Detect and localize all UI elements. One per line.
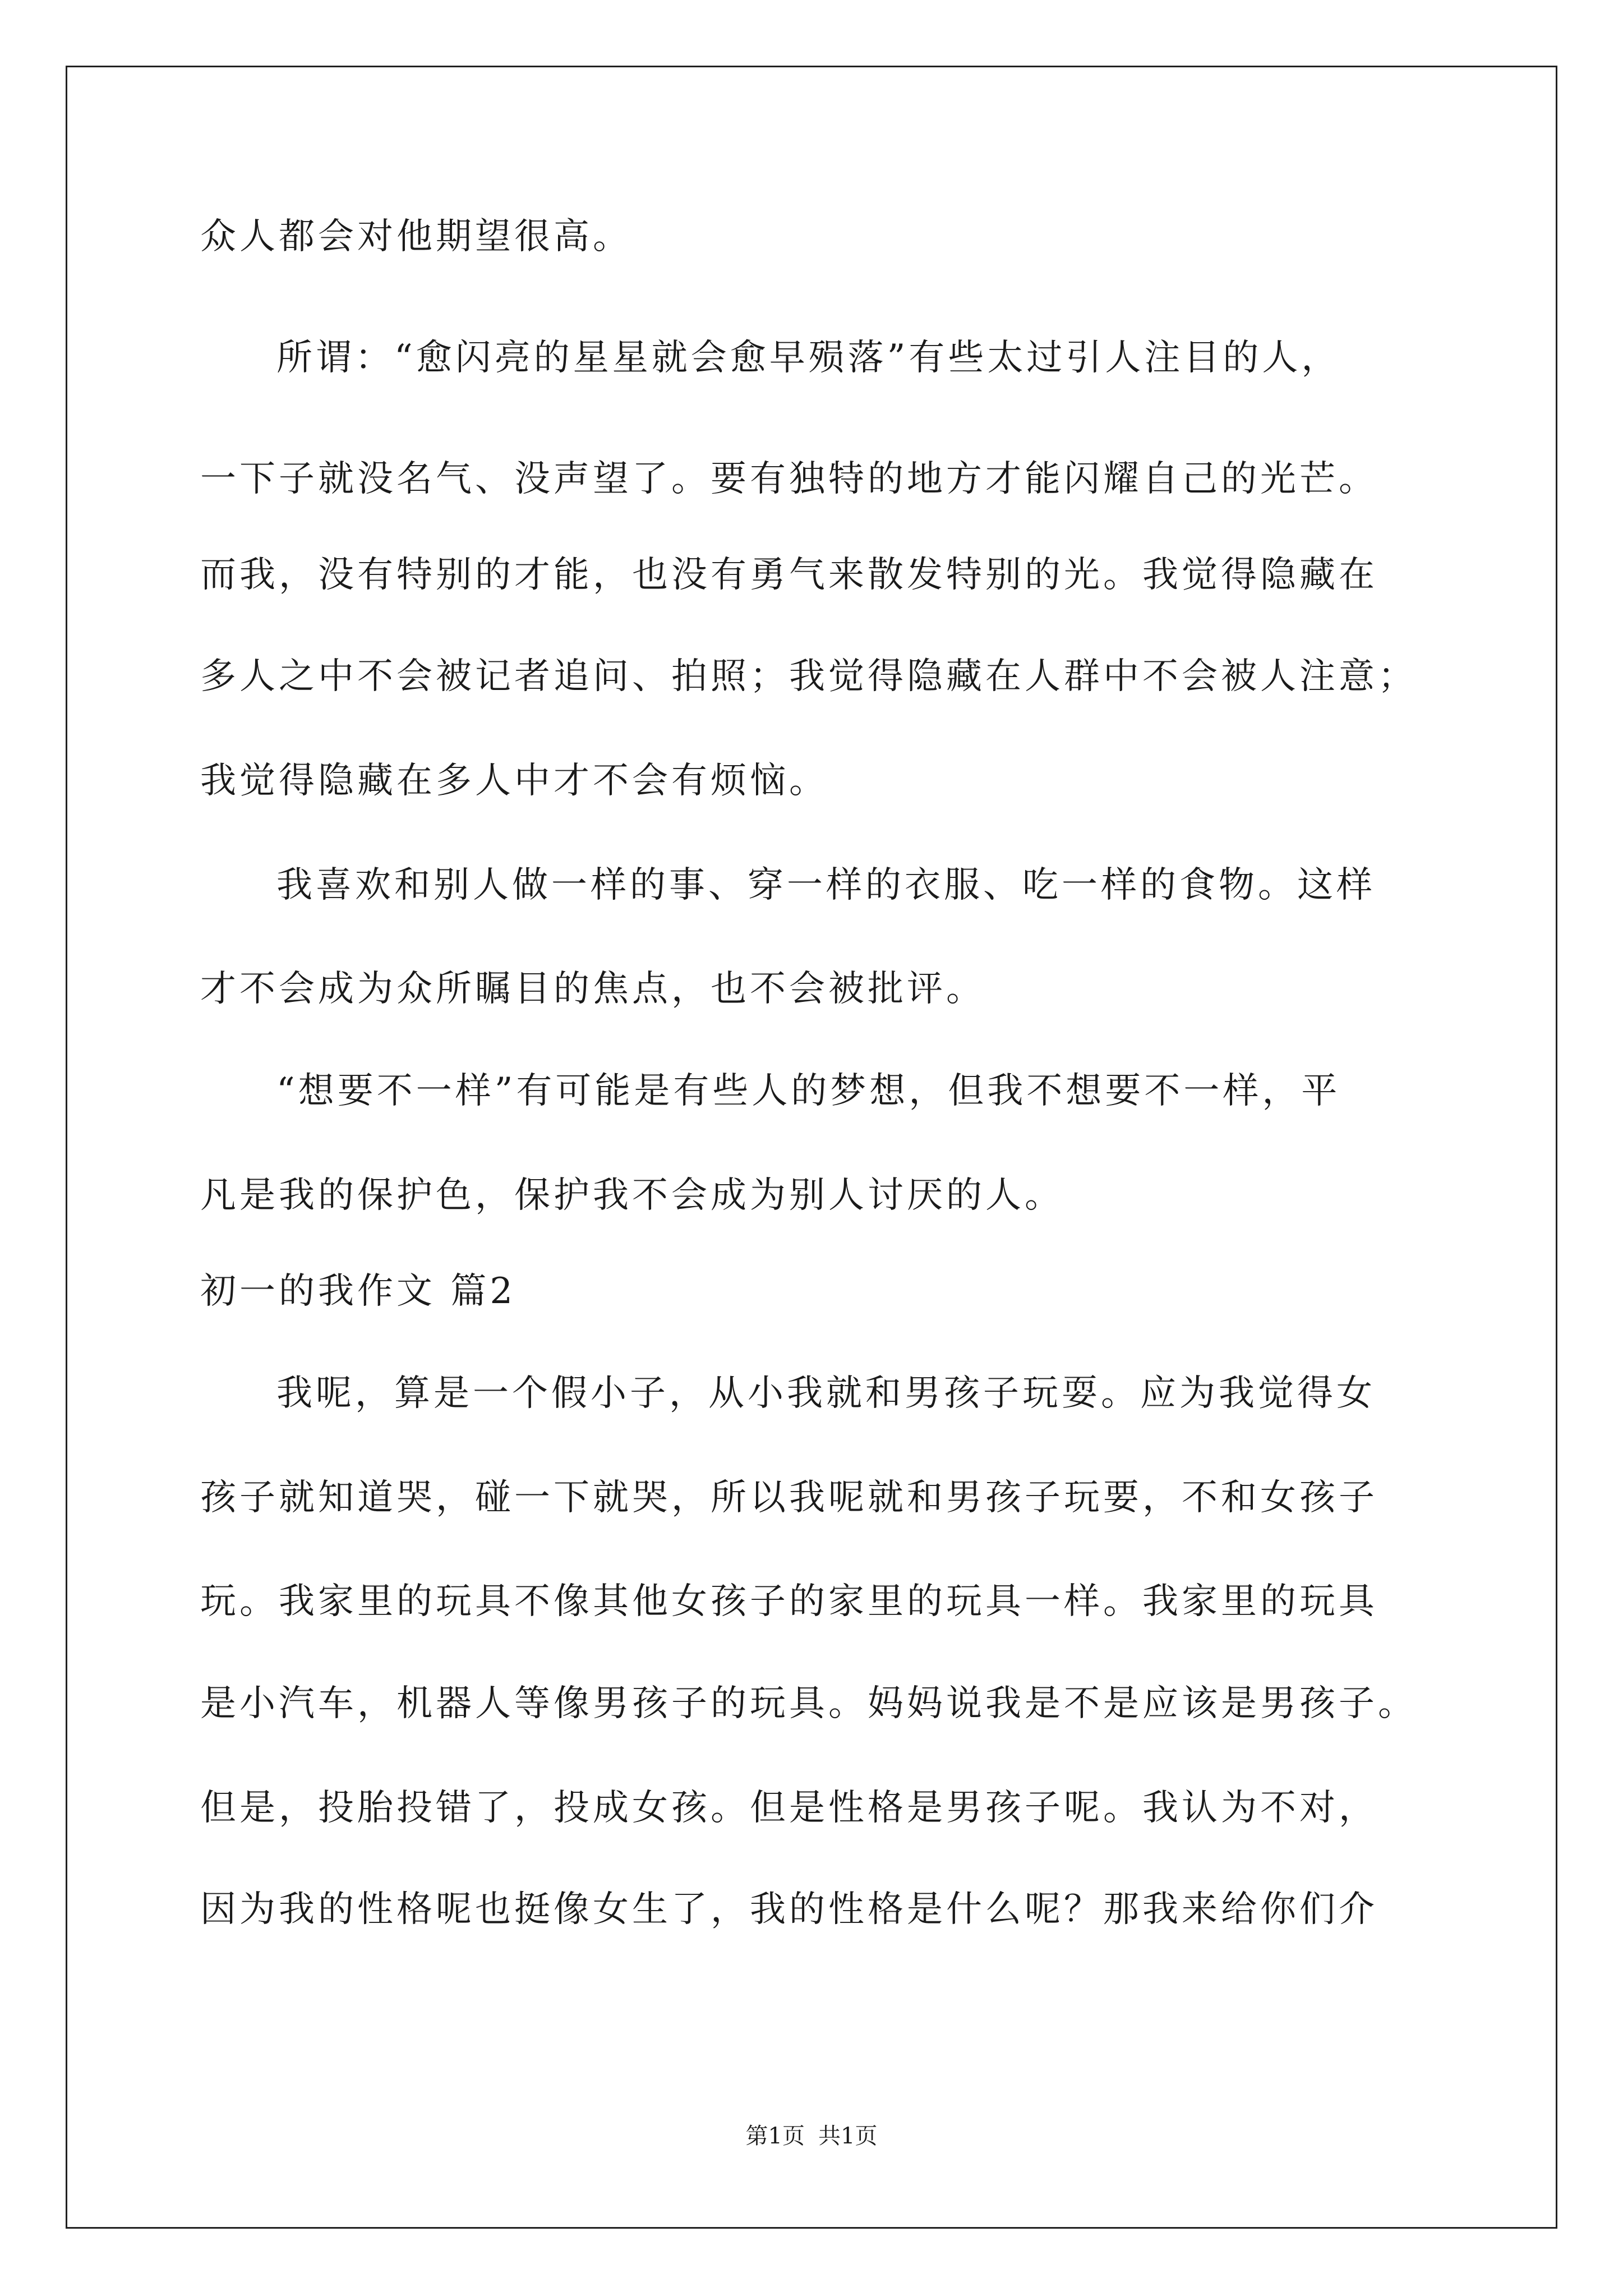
text-line: 而我，没有特别的才能，也没有勇气来散发特别的光。我觉得隐藏在 <box>200 554 1378 596</box>
text-line: 才不会成为众所瞩目的焦点，也不会被批评。 <box>200 968 985 1010</box>
text-line: 所谓：“愈闪亮的星星就会愈早殒落”有些太过引人注目的人， <box>276 337 1341 379</box>
text-line: 但是，投胎投错了，投成女孩。但是性格是男孩子呢。我认为不对， <box>200 1787 1378 1829</box>
section-heading: 初一的我作文 篇2 <box>200 1271 517 1312</box>
text-line: 是小汽车，机器人等像男孩子的玩具。妈妈说我是不是应该是男孩子。 <box>200 1683 1417 1724</box>
text-line: 凡是我的保护色，保护我不会成为别人讨厌的人。 <box>200 1175 1064 1216</box>
text-line: 玩。我家里的玩具不像其他女孩子的家里的玩具一样。我家里的玩具 <box>200 1581 1378 1622</box>
page-total: 共1页 <box>818 2123 878 2149</box>
page-footer <box>0 2122 1623 2150</box>
text-line: 我喜欢和别人做一样的事、穿一样的衣服、吃一样的食物。这样 <box>276 864 1376 906</box>
text-line: 我呢，算是一个假小子，从小我就和男孩子玩耍。应为我觉得女 <box>276 1373 1376 1414</box>
text-line: 孩子就知道哭，碰一下就哭，所以我呢就和男孩子玩要，不和女孩子 <box>200 1477 1378 1519</box>
text-line: “想要不一样”有可能是有些人的梦想，但我不想要不一样，平 <box>276 1070 1341 1112</box>
text-line: 众人都会对他期望很高。 <box>200 216 632 257</box>
page-number: 第1页 <box>745 2123 805 2149</box>
text-line: 一下子就没名气、没声望了。要有独特的地方才能闪耀自己的光芒。 <box>200 458 1378 500</box>
text-line: 因为我的性格呢也挺像女生了，我的性格是什么呢？那我来给你们介 <box>200 1889 1378 1930</box>
text-line: 多人之中不会被记者追问、拍照；我觉得隐藏在人群中不会被人注意； <box>200 656 1417 697</box>
text-line: 我觉得隐藏在多人中才不会有烦恼。 <box>200 760 828 802</box>
